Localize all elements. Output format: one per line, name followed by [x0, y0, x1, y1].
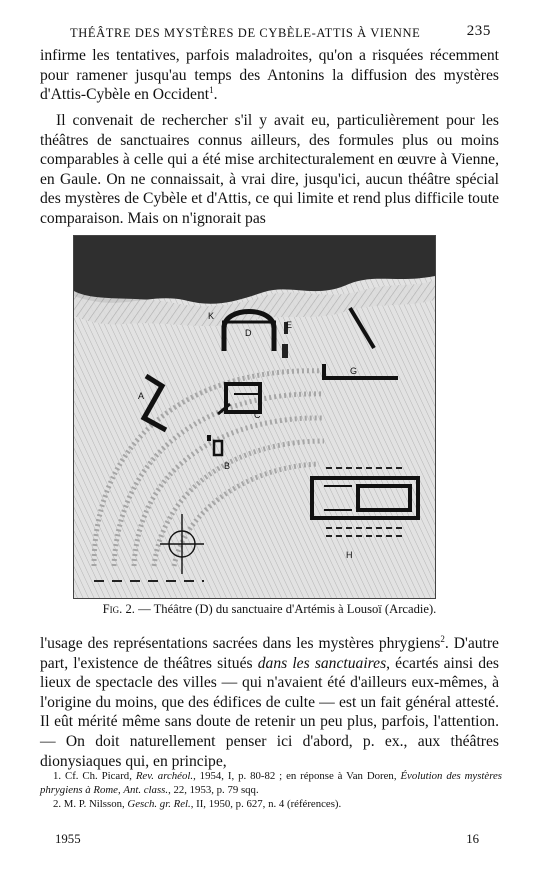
figure-number: Fig. 2.: [102, 602, 135, 616]
footnote-ref-1: 1: [209, 85, 214, 95]
footnote-1-number: 1.: [53, 770, 62, 782]
running-title: THÉÂTRE DES MYSTÈRES DE CYBÈLE-ATTIS À VIENNE: [70, 26, 421, 40]
paragraph-3: [40, 634, 499, 771]
footer-year: 1955: [55, 832, 81, 846]
running-header: [50, 24, 491, 42]
footnote-1-text-c: ,: [117, 784, 124, 796]
footnote-1: [40, 769, 502, 797]
footnote-2-text-b: , II, 1950, p. 627, n. 4 (références).: [190, 798, 342, 810]
figure-caption: [40, 602, 499, 617]
paragraph-1: infirme les tentatives, parfois maladroites, qu'on a risquées récemment pour ramener jusqu'au temps des Antonins la diffusion des mystères d'Attis-Cybèle en Occident$^1$.: [40, 47, 499, 104]
paragraph-3-text-b: . D'autre part, l'existence de théâtres situés: [40, 635, 499, 672]
footnote-2-number: 2.: [53, 798, 62, 810]
footnote-2-work: Gesch. gr. Rel.: [127, 798, 191, 810]
footnote-1-text-d: , 22, 1953, p. 79 sqq.: [168, 784, 259, 796]
page-number: 235: [466, 23, 491, 39]
paragraph-3-text-a: l'usage des représentations sacrées dans les mystères phrygiens: [40, 635, 441, 652]
label-d: D: [245, 328, 252, 338]
footnote-1-text-a: Cf. Ch. Picard,: [61, 770, 136, 782]
paragraph-2: Il convenait de rechercher s'il y avait eu, particulièrement pour les théâtres de sanctuaires connus ailleurs, des formules plus ou moins comparables à celle qui a été mise architecturalement en œuvre à Vienne, en Gaule. On ne connaissait, à vrai dire, jusqu'ici, aucun théâtre spécial des mystères de Cybèle et d'Attis, ce qui limite et rend plus difficile toute comparaison. Mais on n'ignorait pas: [40, 112, 499, 227]
paragraph-1-text: infirme les tentatives, parfois maladroites, qu'on a risquées récemment pour ramener jusqu'au temps des Antonins la diffusion des mystères d'Attis-Cybèle en Occident: [40, 47, 499, 104]
footnote-1-text-b: , 1954, I, p. 80-82 ; en réponse à Van Doren,: [193, 770, 401, 782]
footnote-1-title: Évolution des mystères phrygiens à Rome: [40, 770, 502, 796]
label-a: A: [138, 391, 145, 401]
figure-caption-text: — Théâtre (D) du sanctuaire d'Artémis à Lousoï (Arcadie).: [134, 602, 437, 616]
footnote-2-text-a: M. P. Nilsson,: [61, 798, 128, 810]
label-b: B: [224, 461, 231, 471]
footer-signature: 16: [466, 832, 479, 846]
footnote-1-journal: Rev. archéol.: [135, 770, 194, 782]
footnote-1-journal-2: Ant. class.: [123, 784, 169, 796]
paragraph-3-emphasis: dans les sanctuaires: [257, 654, 387, 672]
paragraph-3-text-c: , écartés ainsi des lieux de spectacle des villes — qui n'avaient été d'ailleurs eux-mêmes, à l'origine du moins, que des édifices de culte — est un fait général attesté. Il eût mérité même sans doute de retenir un peu plus, parfois, l'attention. — On doit naturellement penser ici d'abord, p. ex., aux théâtres dionysiaques qui, en principe,: [40, 654, 499, 770]
label-k: K: [208, 311, 215, 321]
site-plan-drawing: [74, 236, 435, 598]
label-g: G: [350, 366, 358, 376]
footnote-2: [40, 797, 502, 811]
label-e: E: [286, 320, 293, 330]
footnotes: [40, 769, 502, 811]
figure-plan-image: [73, 235, 436, 599]
label-h: H: [346, 550, 353, 560]
footnote-ref-2: 2: [440, 633, 445, 644]
label-c: C: [254, 410, 261, 420]
